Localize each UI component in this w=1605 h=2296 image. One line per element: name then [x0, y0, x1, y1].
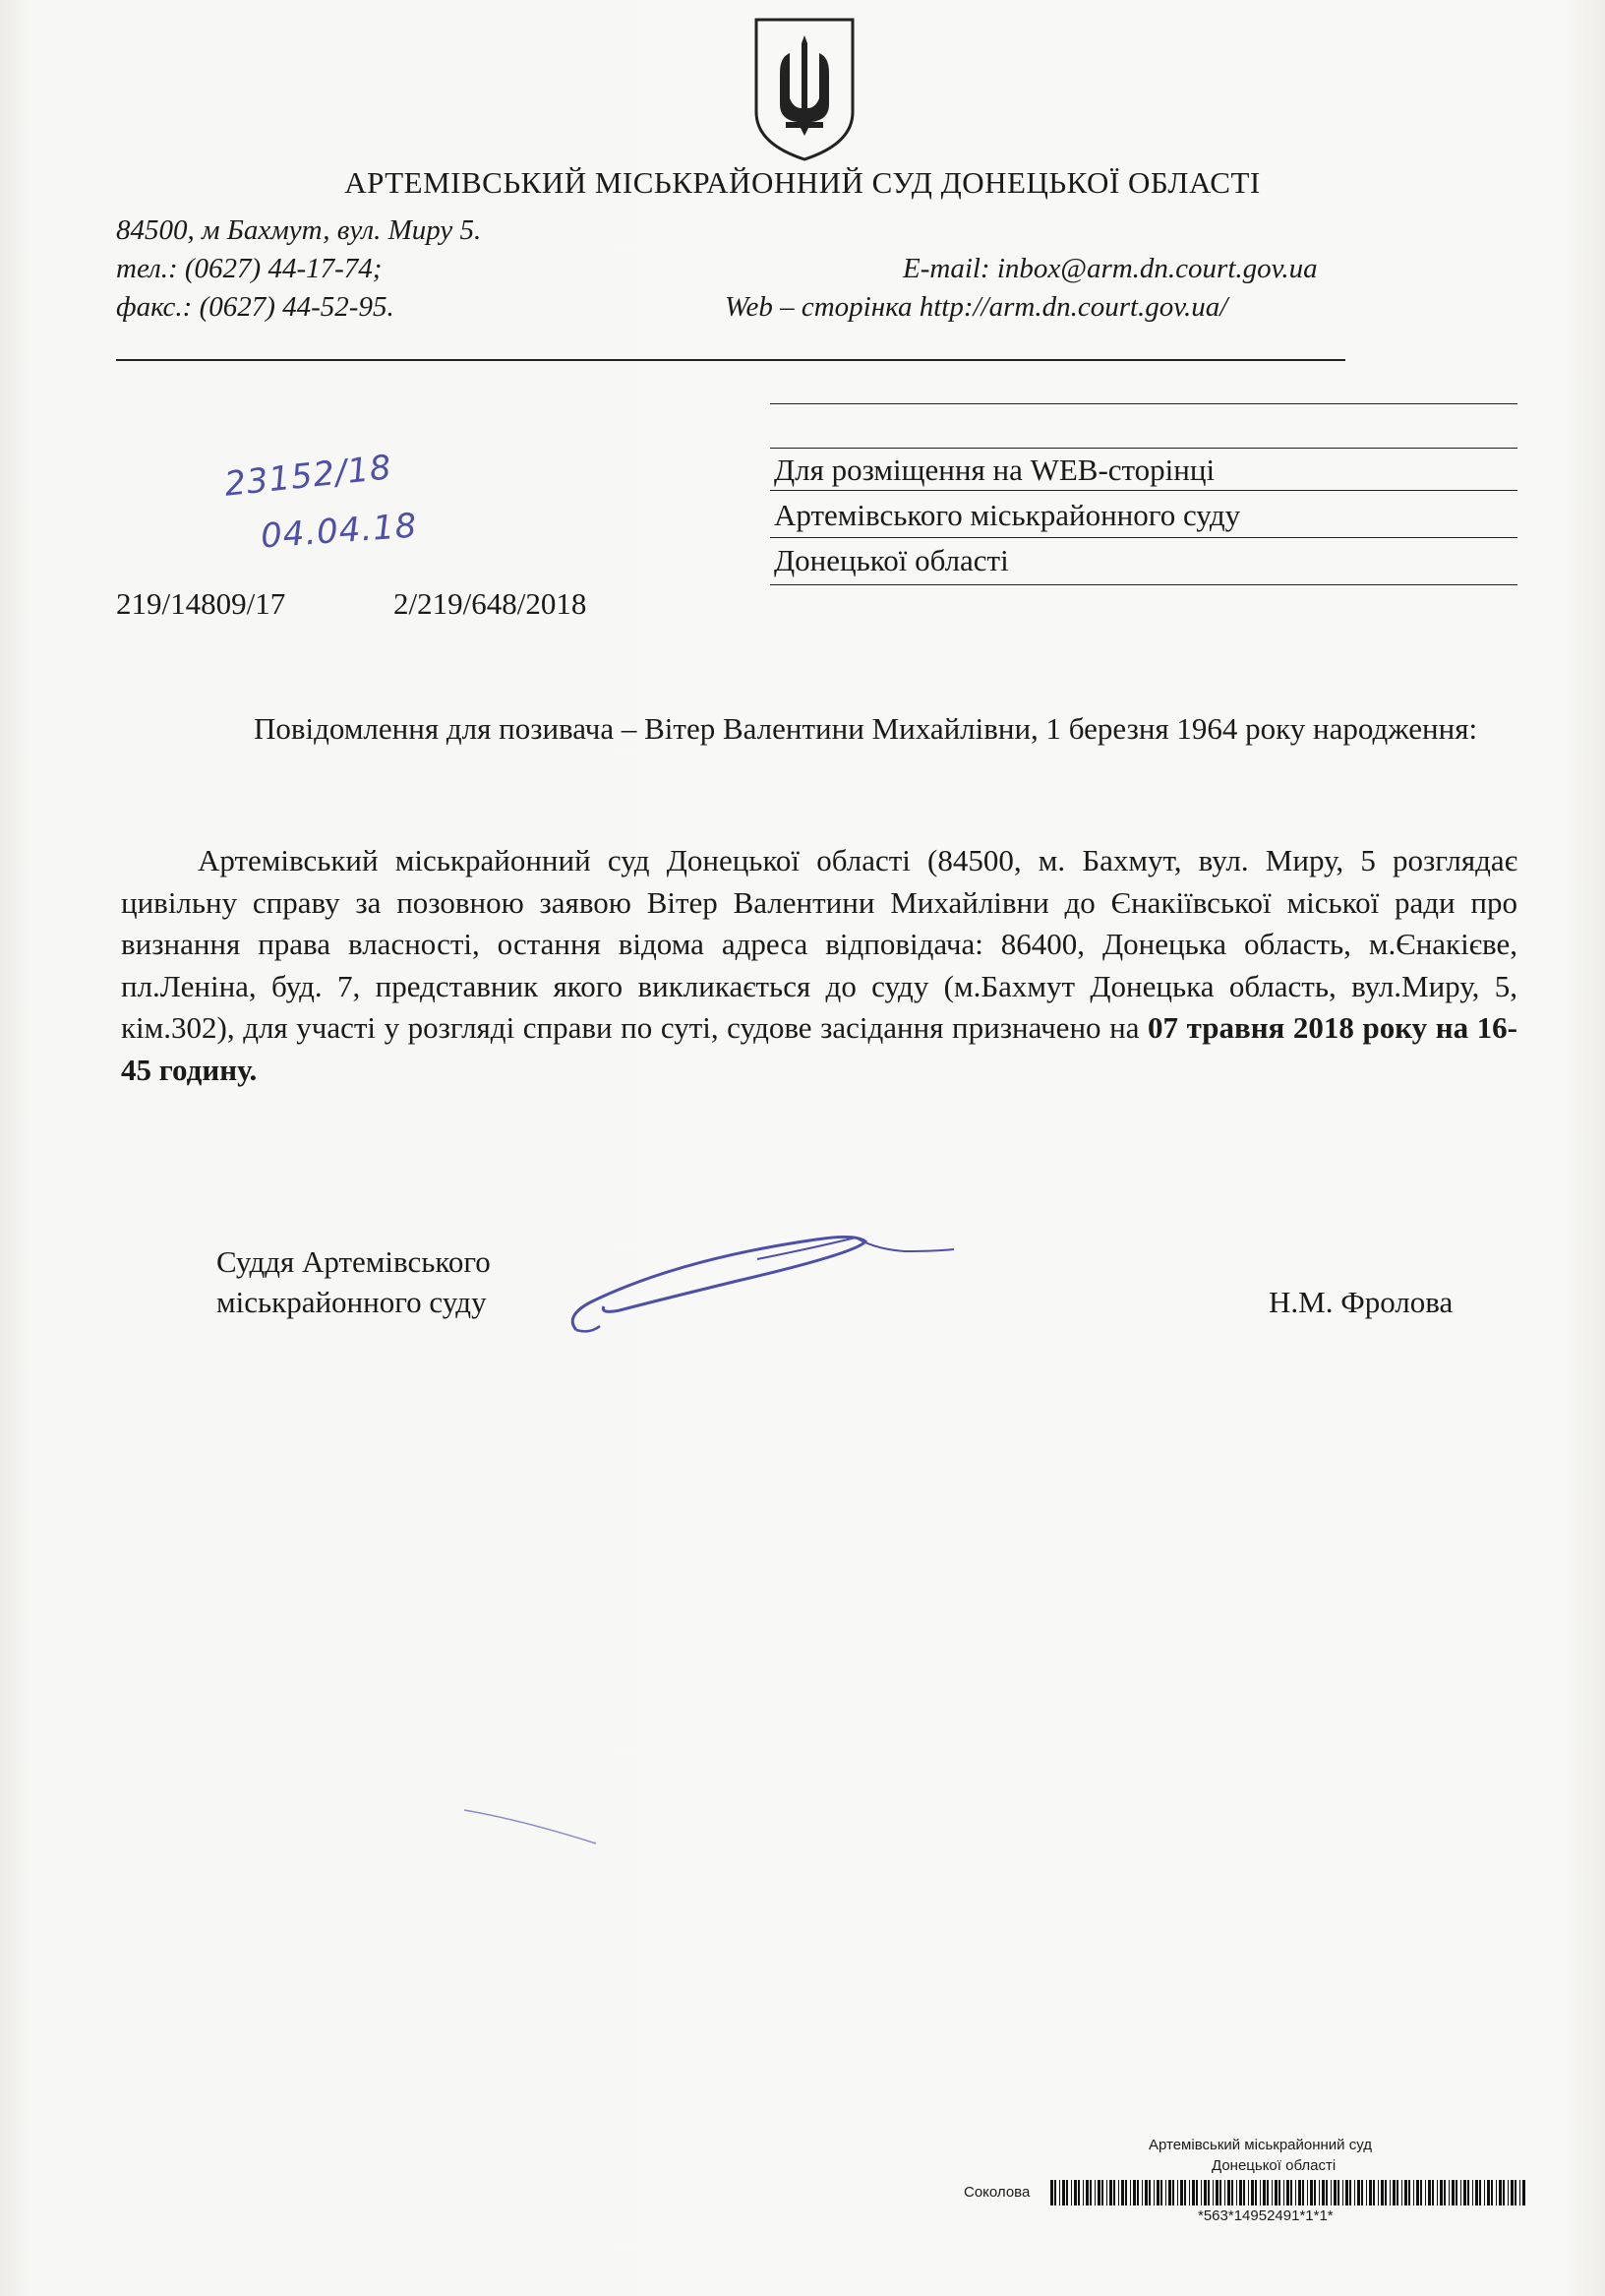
barcode-bar: [1503, 2180, 1505, 2205]
barcode-bar: [1133, 2180, 1136, 2205]
barcode-bar: [1381, 2180, 1384, 2205]
barcode-bar: [1437, 2180, 1438, 2205]
judge-role: [216, 1241, 491, 1322]
barcode-bar: [1125, 2180, 1127, 2205]
barcode-bar: [1449, 2180, 1450, 2205]
barcode-bar: [1196, 2180, 1198, 2205]
barcode-bar: [1180, 2180, 1183, 2205]
addressee-blank-line: [770, 403, 1517, 404]
barcode-bar: [1460, 2180, 1461, 2205]
barcode-bar: [1479, 2180, 1481, 2205]
barcode-bar: [1251, 2180, 1254, 2205]
barcode-bar: [1106, 2180, 1107, 2205]
barcode-bar: [1463, 2180, 1466, 2205]
barcode-bar: [1278, 2180, 1280, 2205]
barcode-bar: [1522, 2180, 1525, 2205]
barcode-bar: [1054, 2180, 1056, 2205]
barcode-bar: [1090, 2180, 1092, 2205]
barcode-bar: [1338, 2180, 1339, 2205]
addressee-underline: [770, 537, 1517, 538]
barcode-bar: [1366, 2180, 1367, 2205]
barcode-bar: [1283, 2180, 1284, 2205]
barcode-bar: [1227, 2180, 1230, 2205]
barcode-bar: [1184, 2180, 1186, 2205]
barcode-bar: [1275, 2180, 1278, 2205]
barcode-bar: [1086, 2180, 1089, 2205]
court-website: Web – сторінка http://arm.dn.court.gov.ua/: [725, 291, 1228, 323]
hearing-date: 07 травня 2018 року на 16-45 годину.: [121, 1010, 1517, 1087]
barcode-bar: [1071, 2180, 1072, 2205]
barcode-bar: [1428, 2180, 1431, 2205]
barcode-bar: [1307, 2180, 1308, 2205]
barcode-bar: [1260, 2180, 1261, 2205]
barcode-bar: [1519, 2180, 1520, 2205]
barcode-bar: [1390, 2180, 1391, 2205]
barcode-bar: [1118, 2180, 1119, 2205]
barcode-bar: [1113, 2180, 1115, 2205]
barcode-bar: [1231, 2180, 1233, 2205]
barcode-bar: [1511, 2180, 1514, 2205]
barcode-bar: [1236, 2180, 1237, 2205]
barcode-bar: [1142, 2180, 1143, 2205]
handwritten-reg-date: 04.04.18: [259, 506, 419, 557]
barcode-bar: [1149, 2180, 1151, 2205]
barcode-bar: [1192, 2180, 1195, 2205]
judge-name: Н.М. Фролова: [1269, 1285, 1454, 1319]
barcode-bar: [1345, 2180, 1348, 2205]
barcode-bar: [1349, 2180, 1351, 2205]
barcode-bar: [1083, 2180, 1084, 2205]
barcode-bar: [1472, 2180, 1473, 2205]
judge-role-line-1: Суддя Артемівського: [216, 1244, 491, 1279]
barcode-text: *563*14952491*1*1*: [1198, 2207, 1334, 2224]
barcode-bar: [1189, 2180, 1190, 2205]
addressee-line-2: Артемівського міськрайонного суду: [774, 498, 1241, 532]
addressee-underline: [770, 584, 1517, 585]
barcode-bar: [1491, 2180, 1493, 2205]
barcode-bar: [1059, 2180, 1060, 2205]
barcode-bar: [1467, 2180, 1469, 2205]
barcode-bar: [1484, 2180, 1485, 2205]
barcode-bar: [1074, 2180, 1077, 2205]
addressee-line-3: Донецької області: [774, 543, 1009, 577]
barcode-bar: [1168, 2180, 1171, 2205]
intro-paragraph: [121, 708, 1517, 751]
barcode-bar: [1201, 2180, 1202, 2205]
barcode-bar: [1137, 2180, 1139, 2205]
barcode-bar: [1098, 2180, 1100, 2205]
addressee-underline: [770, 490, 1517, 491]
header-divider: [116, 359, 1345, 361]
barcode-bar: [1101, 2180, 1103, 2205]
barcode-bar: [1444, 2180, 1446, 2205]
barcode-bar: [1239, 2180, 1242, 2205]
barcode-bar: [1378, 2180, 1379, 2205]
barcode-bar: [1263, 2180, 1266, 2205]
court-phone: тел.: (0627) 44-17-74;: [116, 253, 383, 284]
barcode-bar: [1121, 2180, 1124, 2205]
barcode-bar: [1499, 2180, 1502, 2205]
barcode-bar: [1050, 2180, 1053, 2205]
barcode-bar: [1286, 2180, 1289, 2205]
barcode-bar: [1267, 2180, 1269, 2205]
barcode-bar: [1290, 2180, 1292, 2205]
barcode-bar: [1062, 2180, 1065, 2205]
pen-mark: [462, 1806, 600, 1845]
barcode-bar: [1322, 2180, 1325, 2205]
judge-role-line-2: міськрайонного суду: [216, 1285, 487, 1319]
barcode-bar: [1361, 2180, 1363, 2205]
barcode-bar: [1357, 2180, 1360, 2205]
barcode-bar: [1154, 2180, 1155, 2205]
barcode-bar: [1130, 2180, 1131, 2205]
barcode-bar: [1208, 2180, 1210, 2205]
barcode-bar: [1401, 2180, 1402, 2205]
proceeding-number: 2/219/648/2018: [393, 586, 587, 621]
barcode-bar: [1456, 2180, 1457, 2205]
barcode-bar: [1078, 2180, 1080, 2205]
barcode-bar: [1440, 2180, 1443, 2205]
barcode-bar: [1369, 2180, 1372, 2205]
barcode-bar: [1255, 2180, 1257, 2205]
barcode-bar: [1172, 2180, 1174, 2205]
barcode-bar: [1334, 2180, 1337, 2205]
barcode-bar: [1272, 2180, 1273, 2205]
barcode-bar: [1314, 2180, 1316, 2205]
barcode-bar: [1216, 2180, 1219, 2205]
barcode-bar: [1204, 2180, 1207, 2205]
case-number: 219/14809/17: [116, 586, 286, 621]
court-email: E-mail: inbox@arm.dn.court.gov.ua: [903, 253, 1318, 284]
barcode-bar: [1408, 2180, 1410, 2205]
barcode-bar: [1373, 2180, 1375, 2205]
barcode-bar: [1515, 2180, 1516, 2205]
barcode-bar: [1319, 2180, 1320, 2205]
barcode-bar: [1109, 2180, 1112, 2205]
barcode-bar: [1487, 2180, 1490, 2205]
barcode-bar: [1475, 2180, 1478, 2205]
barcode-bar: [1160, 2180, 1162, 2205]
barcode-bar: [1385, 2180, 1387, 2205]
barcode-bar: [1354, 2180, 1355, 2205]
barcode-bar: [1295, 2180, 1296, 2205]
court-address: 84500, м Бахмут, вул. Миру 5.: [116, 214, 482, 246]
addressee-blank-line: [770, 448, 1517, 449]
handwritten-reg-number: 23152/18: [222, 448, 394, 505]
stamp-clerk-name: Соколова: [964, 2184, 1031, 2201]
barcode-bar: [1145, 2180, 1148, 2205]
handwritten-signature: [561, 1220, 974, 1348]
barcode-bar: [1243, 2180, 1245, 2205]
barcode-bar: [1425, 2180, 1426, 2205]
barcode-bar: [1331, 2180, 1332, 2205]
barcode-bar: [1219, 2180, 1221, 2205]
barcode-bar: [1157, 2180, 1159, 2205]
court-name: АРТЕМІВСЬКИЙ МІСЬКРАЙОННИЙ СУД ДОНЕЦЬКОЇ ОБЛАСТІ: [344, 165, 1261, 200]
barcode: [1050, 2180, 1527, 2205]
court-fax: факс.: (0627) 44-52-95.: [116, 291, 394, 323]
barcode-bar: [1397, 2180, 1398, 2205]
barcode-bar: [1420, 2180, 1422, 2205]
main-paragraph: [121, 840, 1517, 1091]
stamp-org-line-1: Артемівський міськрайонний суд: [1149, 2137, 1372, 2153]
barcode-bar: [1416, 2180, 1419, 2205]
barcode-bar: [1508, 2180, 1509, 2205]
addressee-line-1: Для розміщення на WEB-сторінці: [774, 453, 1216, 487]
main-text: Артемівський міськрайонний суд Донецької області (84500, м. Бахмут, вул. Миру, 5 розглядає цивільну справу за позовною заявою Вітер Валентини Михайлівни до Єнакіївської міської ради про визнання права власності, остання відома адреса відповідача: 86400, Донецька область, м.Єнакієве, пл.Леніна, буд. 7, представник якого викликається до суду (м.Бахмут Донецька область, вул.Миру, 5, кім.302), для участі у розгляді справи по суті, судове засідання призначено на: [121, 843, 1517, 1045]
barcode-bar: [1248, 2180, 1249, 2205]
barcode-bar: [1326, 2180, 1328, 2205]
barcode-bar: [1302, 2180, 1304, 2205]
barcode-bar: [1213, 2180, 1214, 2205]
barcode-bar: [1432, 2180, 1434, 2205]
intro-text: Повідомлення для позивача – Вітер Валентини Михайлівни, 1 березня 1964 року народження:: [254, 711, 1478, 746]
barcode-bar: [1342, 2180, 1343, 2205]
barcode-bar: [1298, 2180, 1301, 2205]
barcode-bar: [1413, 2180, 1414, 2205]
barcode-bar: [1177, 2180, 1178, 2205]
coat-of-arms-icon: [750, 14, 859, 163]
barcode-bar: [1404, 2180, 1407, 2205]
barcode-bar: [1452, 2180, 1455, 2205]
barcode-bar: [1095, 2180, 1096, 2205]
stamp-org-line-2: Донецької області: [1212, 2157, 1337, 2174]
barcode-bar: [1165, 2180, 1166, 2205]
barcode-bar: [1393, 2180, 1396, 2205]
barcode-bar: [1066, 2180, 1068, 2205]
barcode-bar: [1224, 2180, 1225, 2205]
barcode-bar: [1310, 2180, 1313, 2205]
barcode-bar: [1496, 2180, 1497, 2205]
